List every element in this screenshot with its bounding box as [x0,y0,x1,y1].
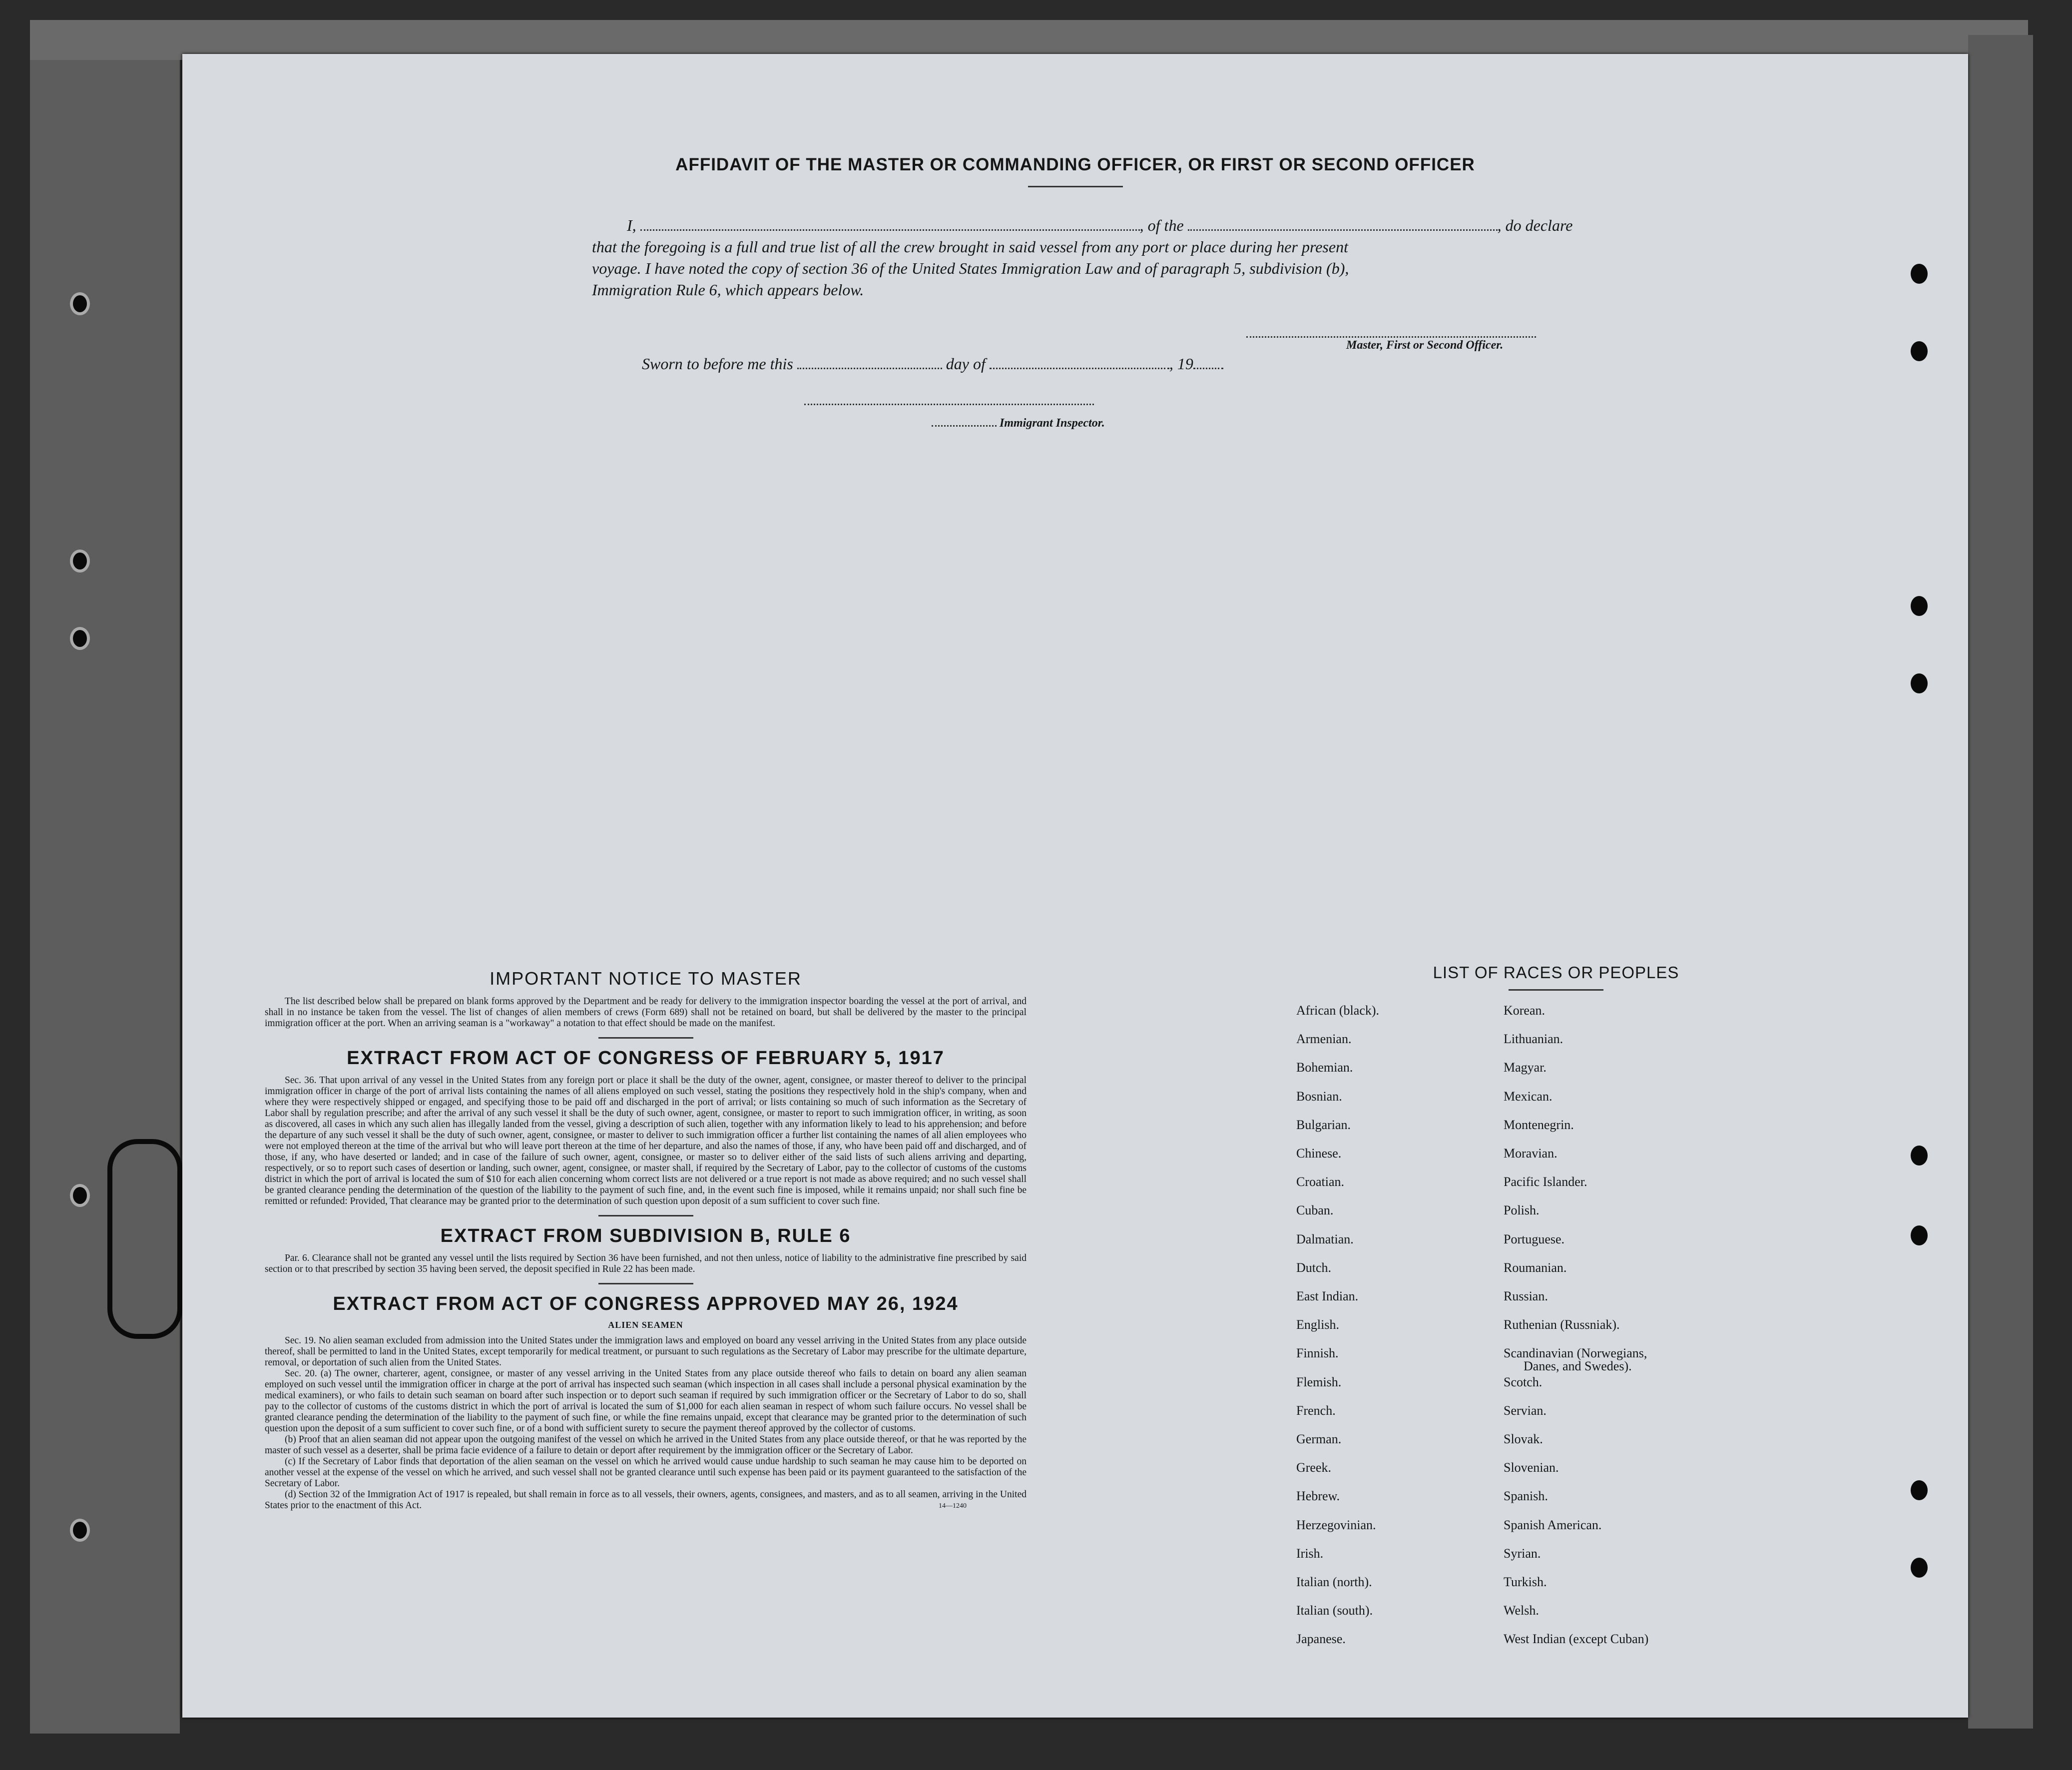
race-item: Japanese. [1296,1632,1346,1647]
binder-hole [70,550,90,573]
notice-heading: IMPORTANT NOTICE TO MASTER [490,968,802,989]
race-item: African (black). [1296,1003,1380,1018]
race-item: Herzegovinian. [1296,1517,1376,1532]
punch-hole [1911,673,1928,693]
race-item: Irish. [1296,1546,1324,1561]
race-item: English. [1296,1317,1339,1332]
race-item: Portuguese. [1504,1231,1565,1246]
affidavit-title: AFFIDAVIT OF THE MASTER OR COMMANDING OFFICER, OR FIRST OR SECOND OFFICER [675,155,1475,174]
extract-1917-text: Sec. 36. That upon arrival of any vessel in the United States from any foreign port or place it shall be the duty of the owner, agent, consignee, or master thereof to deliver to the principal immigration officer in charge of the port of arrival lists containing the names of all aliens employed on such vessel, stating the positions they respectively hold in the ship's company, when and where they were respectively shipped or engaged, and specifying those to be paid off and discharged in the port of arrival; or lists containing so much of such information as the Secretary of Labor shall by regulation prescribe; and after the arrival of any such vessel it shall be the duty of such owner, agent, consignee, or master to report to such immigration officer, in writing, as soon as discovered, all cases in which any such alien has illegally landed from the vessel, giving a description of such alien, together with any information likely to lead to his apprehension; and before the departure of any such vessel it shall be the duty of such owner, agent, consignee, or master to deliver to such immigration officer a further list containing the names of all alien employees who were not employed thereon at the time of the arrival but who will leave port thereon at the time of her departure, and also the names of those, if any, who have been paid off and discharged, and of those, if any, who have deserted or landed; and in case of the failure of such owner, agent, consignee, or master so to deliver either of the said lists of such aliens arriving and departing, respectively, or so to report such cases of desertion or landing, such owner, agent, consignee, or master shall, if required by the Secretary of Labor, pay to the collector of customs of the customs district in which the port of arrival is located the sum of $10 for each alien concerning whom correct lists are not delivered or a true report is not made as above required; and no such vessel shall be granted clearance pending the determination of the question of the liability to the payment of such fine, and, in the event such fine is imposed, while it remains unpaid; nor shall such fine be remitted or refunded: Provided, That clearance may be granted prior to the determination of such question upon deposit of a sum sufficient to cover such fine. [265,1075,1027,1206]
race-item: Slovenian. [1504,1460,1559,1475]
race-item: Montenegrin. [1504,1117,1574,1132]
section-rule [598,1215,693,1216]
declaration-line-2: that the foregoing is a full and true list of all the crew brought in said vessel from any port or place during her present [592,238,1348,256]
affidavit-section [182,155,1968,187]
race-item: Lithuanian. [1504,1032,1563,1047]
race-item: Bulgarian. [1296,1117,1351,1132]
race-item: Mexican. [1504,1089,1553,1104]
sworn-day-field[interactable] [797,354,942,369]
master-label: Master, First or Second Officer. [1346,339,1504,352]
vessel-field[interactable] [1188,215,1498,231]
race-item: Italian (north). [1296,1575,1372,1589]
subdivision-b-text: Par. 6. Clearance shall not be granted any vessel until the lists required by Section 36 have been furnished, and not then unless, notice of liability to the administrative fine prescribed by said section or to that prescribed by section 35 having been served, the deposit specified in Rule 22 has been made. [265,1253,1027,1274]
race-item: Moravian. [1504,1146,1557,1161]
notice-column [265,968,1027,1510]
race-item: Finnish. [1296,1346,1339,1361]
sec-20c-text: (c) If the Secretary of Labor finds that deportation of the alien seaman on the vessel on which he arrived would cause undue hardship to such seaman he may cause him to be deported on another vessel at the expense of the vessel on which he arrived, and such vessel shall not be granted clearance until such expense has been paid or its payment guaranteed to the satisfaction of the Secretary of Labor. [265,1456,1027,1489]
race-item: Syrian. [1504,1546,1541,1561]
inspector-label: Immigrant Inspector. [1000,417,1105,430]
race-item: Turkish. [1504,1575,1547,1589]
binder-right-edge [1968,35,2033,1729]
race-item: Flemish. [1296,1374,1342,1389]
race-item: Welsh. [1504,1603,1539,1618]
punch-hole [1911,1146,1928,1166]
race-item: Ruthenian (Russniak). [1504,1317,1620,1332]
race-item: French. [1296,1403,1336,1418]
affidavit-declaration [592,215,1761,301]
races-section [1296,963,1816,991]
punch-hole [1911,1480,1928,1500]
of-the-label: , of the [1139,216,1184,234]
race-item: Spanish American. [1504,1517,1602,1532]
inspector-prefix-field[interactable] [932,416,997,427]
races-heading: LIST OF RACES OR PEOPLES [1433,963,1679,982]
sworn-line [642,354,1223,373]
name-field[interactable] [640,215,1140,231]
race-item: Pacific Islander. [1504,1175,1587,1189]
declare-label: , do declare [1497,216,1573,234]
extract-1917-heading: EXTRACT FROM ACT OF CONGRESS OF FEBRUARY 5, 1917 [347,1048,945,1069]
race-item: Chinese. [1296,1146,1342,1161]
binder-hole [70,1184,90,1207]
binder-ring [107,1139,182,1339]
race-item: Spanish. [1504,1489,1548,1504]
race-item: German. [1296,1432,1342,1446]
races-left-column [1296,1003,1496,1713]
sworn-month-field[interactable] [990,354,1169,369]
sworn-label: Sworn to before me this [642,355,793,373]
race-item: Korean. [1504,1003,1546,1018]
punch-hole [1911,341,1928,361]
inspector-line [932,416,1105,430]
extract-1924-heading: EXTRACT FROM ACT OF CONGRESS APPROVED MAY 26, 1924 [333,1293,959,1314]
sec-19-text: Sec. 19. No alien seaman excluded from admission into the United States under the immigration laws and employed on board any vessel arriving in the United States from any place outside thereof, shall be permitted to land in the United States, except temporarily for medical treatment, or pursuant to such regulations as the Secretary of Labor may prescribe for the ultimate departure, removal, or deportation of such alien from the United States. [265,1335,1027,1368]
punch-hole [1911,596,1928,616]
punch-hole [1911,1225,1928,1245]
form-number: 14—1240 [939,1502,967,1510]
subdivision-b-heading: EXTRACT FROM SUBDIVISION B, RULE 6 [440,1225,851,1246]
race-item: Polish. [1504,1203,1540,1218]
race-item: Hebrew. [1296,1489,1340,1504]
race-item: Bohemian. [1296,1060,1353,1075]
punch-hole [1911,1558,1928,1578]
race-item: Scandinavian (Norwegians, [1504,1346,1647,1361]
binder-hole [70,1519,90,1542]
race-item: Cuban. [1296,1203,1334,1218]
sec-20b-text: (b) Proof that an alien seaman did not appear upon the outgoing manifest of the vessel on which he arrived in the United States from any place outside thereof, or that he was reported by the master of such vessel as a deserter, shall be prima facie evidence of a failure to detain or deport after requirement by the immigration officer or the Secretary of Labor. [265,1434,1027,1456]
sec-20a-text: Sec. 20. (a) The owner, charterer, agent, consignee, or master of any vessel arriving in the United States from any place outside thereof who fails to detain on board any alien seaman employed on such vessel until the immigration officer in charge at the port of arrival has inspected such seaman (which inspection in all cases shall include a personal physical examination by the medical examiners), or who fails to detain such seaman on board after such inspection or to deport such seaman if required by such immigration officer or the Secretary of Labor to do so, shall pay to the collector of customs of the customs district in which the port of arrival is located the sum of $1,000 for each alien seaman in respect of whom such failure occurs. No vessel shall be granted clearance pending the determination of the liability to the payment of such fine, or while the fine remains unpaid, except that clearance may be granted prior to the determination of such question upon the deposit of a sum sufficient to cover such fine, or of a bond with sufficient surety to secure the payment thereof approved by the collector of customs. [265,1368,1027,1434]
race-item: Dalmatian. [1296,1231,1354,1246]
section-rule [598,1037,693,1039]
title-rule [1028,186,1123,187]
day-of-label: day of [946,355,986,373]
inspector-signature-line[interactable] [804,399,1094,405]
race-item: Greek. [1296,1460,1332,1475]
document-page [182,54,1968,1718]
race-item: East Indian. [1296,1289,1359,1303]
race-item: Dutch. [1296,1260,1332,1275]
section-rule [598,1283,693,1284]
race-item: Scotch. [1504,1374,1543,1389]
sec-20d-text: (d) Section 32 of the Immigration Act of 1917 is repealed, but shall remain in force as to all vessels, their owners, agents, consignees, and masters, and as to all seamen, arriving in the United States prior to the enactment of this Act. [265,1489,1027,1511]
races-right-column [1504,1003,1783,1713]
race-item: Croatian. [1296,1175,1345,1189]
notice-text: The list described below shall be prepared on blank forms approved by the Department and be ready for delivery to the immigration inspector boarding the vessel at the port of arrival, and shall in no instance be taken from the vessel. The list of changes of alien members of crews (Form 689) shall not be retained on board, but shall be delivered by the master to the principal immigration officer at the port. When an arriving seaman is a "workaway" a notation to that effect should be made on the manifest. [265,996,1027,1029]
binder-hole [70,627,90,650]
race-item: Russian. [1504,1289,1548,1303]
race-item: Bosnian. [1296,1089,1342,1104]
declaration-line-4: Immigration Rule 6, which appears below. [592,281,864,299]
affidavit-i-label: I, [627,216,636,234]
race-item-continuation: Danes, and Swedes). [1524,1359,1632,1374]
race-item: West Indian (except Cuban) [1504,1632,1649,1647]
punch-hole [1911,264,1928,284]
master-signature-line[interactable] [1246,331,1536,338]
race-item: Servian. [1504,1403,1547,1418]
alien-seamen-subheading: ALIEN SEAMEN [608,1320,683,1330]
race-item: Roumanian. [1504,1260,1567,1275]
binder-left-edge [30,20,180,1734]
races-rule [1509,989,1603,991]
race-item: Armenian. [1296,1032,1352,1047]
race-item: Italian (south). [1296,1603,1373,1618]
year-label: , 19 [1169,355,1193,373]
race-item: Magyar. [1504,1060,1547,1075]
binder-hole [70,292,90,315]
declaration-line-3: voyage. I have noted the copy of section 36 of the United States Immigration Law and of paragraph 5, subdivision (b), [592,259,1349,277]
race-item: Slovak. [1504,1432,1543,1446]
sworn-year-field[interactable] [1193,354,1223,369]
